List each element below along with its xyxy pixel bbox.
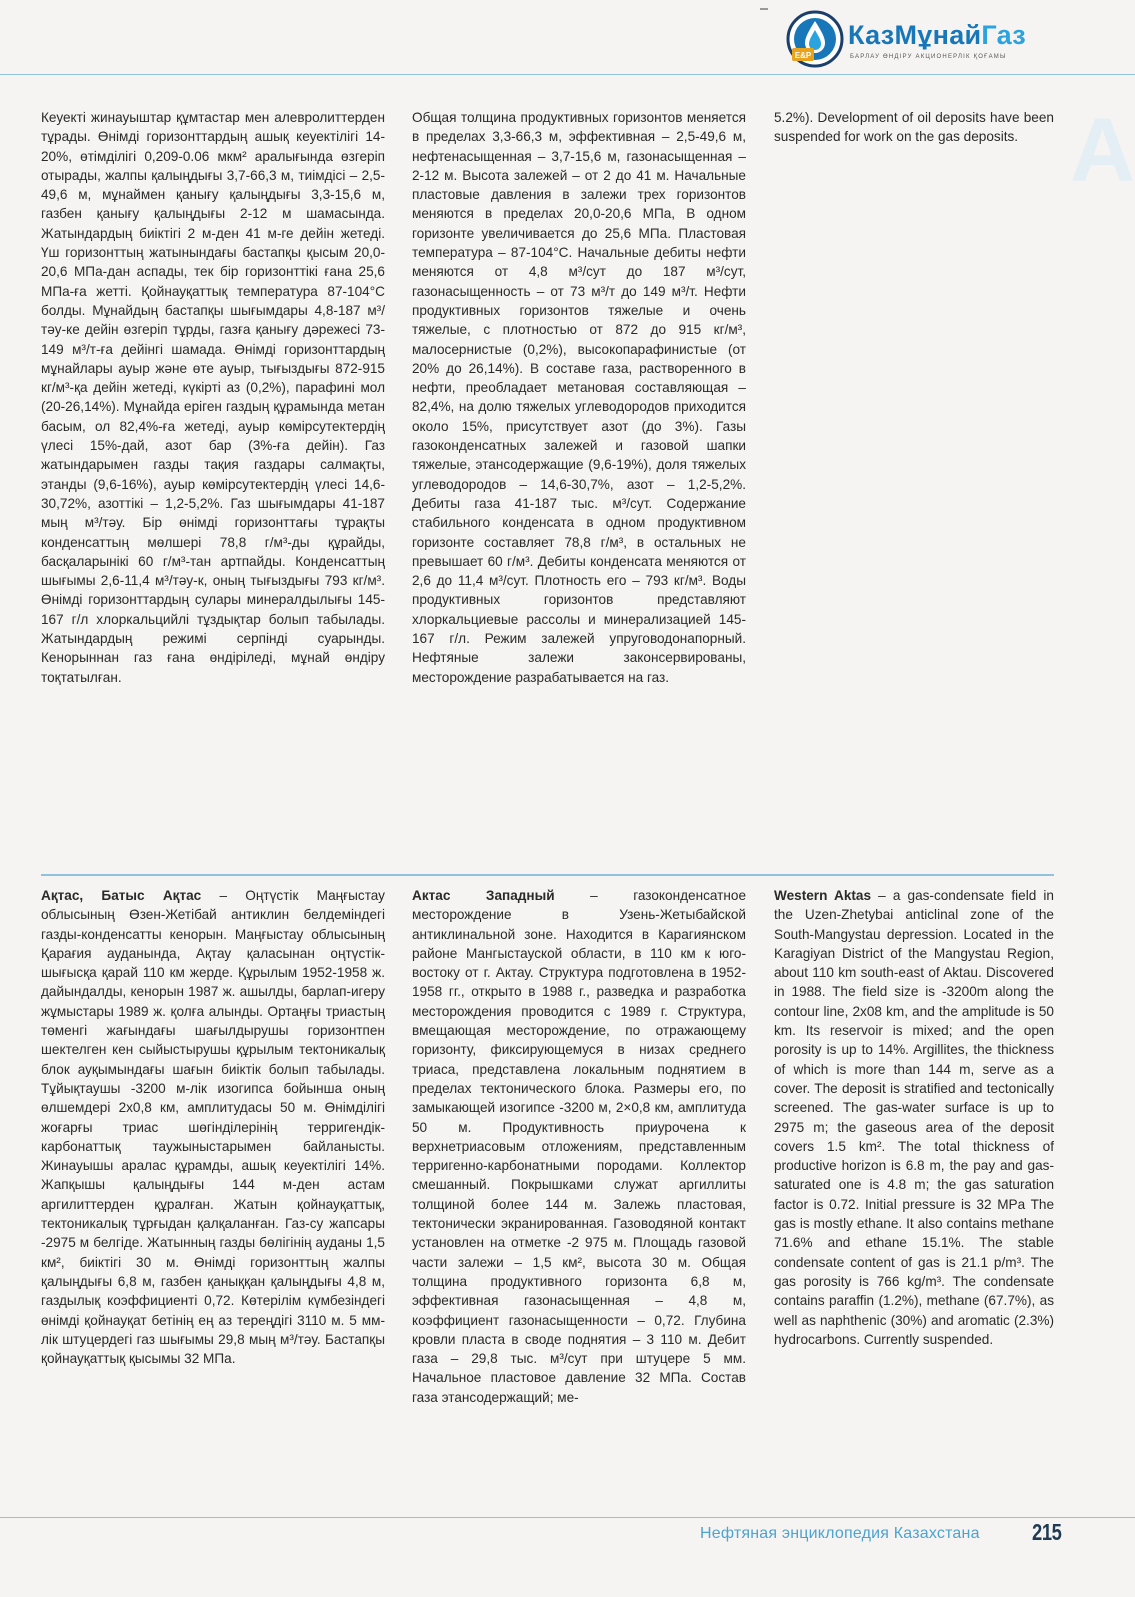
russian-text: Общая толщина продуктивных горизонтов меняется в пределах 3,3-66,3 м, эффективная – 2,5-49,6 м, нефтенасыщенная – 3,7-15,6 м, газонасыщенная – 2-12 м. Высота залежей – от 2 до 41 м. Начальные пластовые давления в залежи трех горизонтов меняются в пределах 20,0-20,6 МПа, В одном горизонте увеличивается до 25,6 МПа. Пластовая температура – 87-104°С. Начальные дебиты нефти меняются от 4,8 м³/сут до 187 м³/сут, газонасыщенность – от 73 м³/т до 149 м³/т. Нефти продуктивных горизонтов тяжелые и очень тяжелые, с плотностью от 872 до 915 кг/м³, малосернистые (0,2%), высокопарафинистые (от 20% до 26,14%). В составе газа, растворенного в нефти, преобладает метановая составляющая – 82,4%, на долю тяжелых углеводородов приходится около 15%, присутствует азот (до 3%). Газы газоконденсатных залежей и газовой шапки тяжелые, этансодержащие (9,6-19%), доля тяжелых углеводородов – 14,6-30,7%, азот – 1,2-5,2%. Дебиты газа 41-187 тыс. м³/сут. Содержание стабильного конденсата в одном продуктивном горизонте составляет 78,8 г/м³, в остальных не превышает 60 г/м³. Дебиты конденсата меняются от 2,6 до 11,4 м³/сут. Плотность его – 793 кг/м³. Воды продуктивных горизонтов представляют хлоркальциевые рассолы и минерализацией 145-167 г/л. Режим залежей упруговодонапорный. Нефтяные залежи законсервированы, месторождение разрабатывается на газ. [412, 110, 746, 685]
section-divider [41, 874, 1054, 876]
logo-text-main: КазМұнай [848, 20, 982, 50]
kazmunaigaz-logo [786, 10, 1066, 72]
english-entry [774, 886, 1054, 1349]
page-header [0, 0, 1135, 80]
aktas-kazakh-column [41, 886, 385, 1368]
kazakh-entry-text: – Оңтүстік Маңғыстау облысының Өзен-Жетібай антиклин белдеміндегі газды-конденсатты кенорын. Маңғыстау облысының Қарағия ауданында, Ақтау қаласынан оңтүстік-шығысқа қарай 110 км жерде. Құрылым 1952-1958 ж. дайындалды, кенорын 1987 ж. ашылды, барлап-игеру жұмыстары 1989 ж. қолға алынды. Ортаңғы триастың төменгі жағындағы шағылдырушы горизонтпен шектелген кен сыйыстырушы құрылым тектоникалық блок ауқымындағы шағын биіктік болып табылады. Тұйықтаушы -3200 м-лік изогипса бойынша оның өлшемдері 2х0,8 км, амплитудасы 50 м. Өнімділігі жоғарғы триас шөгінділерінің терригендік-карбонаттық таужыныстарымен байланысты. Жинауышы аралас құрамды, ашық кеуектілігі 14%. Жапқышы қалыңдығы 144 м-ден астам аргилиттерден құралған. Жатын қойнауқаттық, тектоникалық тұрғыдан қалқаланған. Газ-су жапсары -2975 м белгіде. Жатынның газды бөлігінің ауданы 1,5 км², биіктігі 30 м. Өнімді горизонттың жалпы қалыңдығы 6,8 м, газбен қаныққан қалыңдығы 4,8 м, газдылық коэффициенті 0,72. Көтерілім күмбезіндегі өнімді қойнауқат бетінің ең аз тереңдігі 3110 м. 5 мм-лік штуцердегі газ шығымы 29,8 мың м³/тәу. Бастапқы қойнауқаттық қысымы 32 МПа. [41, 888, 385, 1367]
english-entry-text: – a gas-condensate field in the Uzen-Zhetybai anticlinal zone of the South-Mangystau depression. Located in the Karagiyan District of the Mangystau Region, about 110 km south-east of Aktau. Discovered in 1988. The field size is -3200m along the contour line, 2x08 km, and the amplitude is 50 km. Its reservoir is mixed; and the open porosity is up to 14%. Argillites, the thickness of which is more than 144 m, serve as a cover. The deposit is stratified and tectonically screened. The gas-water surface is up to 2975 m; the gaseous area of the deposit covers 1.5 km². The total thickness of productive horizon is 6.8 m, the pay and gas-saturated one is 4.8 m; the gas saturation factor is 0.72. Initial pressure is 32 MPa The gas is mostly ethane. It also contains methane 71.6% and ethane 15.1%. The stable condensate content of gas is 21.1 p/m³. The gas porosity is 766 kg/m³. The condensate contains paraffin (1.2%), methane (67.7%), as well as naphthenic (30%) and aromatic (2.3%) hydrocarbons. Currently suspended. [774, 888, 1054, 1347]
russian-entry-term: Актас Западный [412, 888, 555, 903]
section-letter-watermark: A [1070, 101, 1135, 201]
logo-wordmark [848, 20, 1026, 50]
aktas-english-column [774, 886, 1054, 1349]
footer-title: Нефтяная энциклопедия Казахстана [700, 1525, 980, 1542]
kazakh-entry [41, 886, 385, 1368]
top-kazakh-column [41, 108, 385, 687]
russian-entry-text: – газоконденсатное месторождение в Узень-Жетыбайской антиклинальной зоне. Находится в Карагиянском районе Мангыстауской области, в 110 км к юго-востоку от г. Актау. Структура подготовлена в 1952-1958 гг., открыто в 1988 г., разведка и разработка месторождения проводится с 1989 г. Структура, вмещающая месторождение, по отражающему горизонту, фиксирующемуся в низах среднего триаса, представлена локальным поднятием в пределах тектонического блока. Размеры его, по замыкающей изогипсе -3200 м, 2×0,8 км, амплитуда 50 м. Продуктивность приурочена к верхнетриасовым отложениям, представленным терригенно-карбонатными породами. Коллектор смешанный. Покрышками служат аргиллиты толщиной более 144 м. Залежь пластовая, тектонически экранированная. Газоводяной контакт установлен на отметке -2 975 м. Площадь газовой части залежи – 1,5 км², высота 30 м. Общая толщина продуктивного горизонта 6,8 м, эффективная газонасыщенная – 4,8 м, коэффициент газонасыщенности – 0,72. Глубина кровли пласта в своде поднятия – 3 110 м. Дебит газа – 29,8 тыс. м³/сут при штуцере 5 мм. Начальное пластовое давление 32 МПа. Состав газа этансодержащий; ме- [412, 888, 747, 1405]
english-entry-term: Western Aktas [774, 888, 872, 903]
emblem-badge: E&P [794, 51, 812, 60]
aktas-russian-column [412, 886, 746, 1407]
kazakh-text: Кеуекті жинауыштар құмтастар мен алевролиттерден тұрады. Өнімді горизонттардың ашық кеуектілігі 14-20%, өтімділігі 0,209-0.06 мкм² аралығында өзгеріп отырады, жалпы қалыңдығы 3,7-66,3 м, тиімдісі – 2,5-49,6 м, мұнаймен қанығу қалыңдығы 3,3-15,6 м, газбен қанығу қалыңдығы 2-12 м шамасында. Жатындардың биіктігі 2 м-ден 41 м-ге дейін жетеді. Үш горизонттың жатынындағы бастапқы қысым 20,0-20,6 МПа-дан аспады, тек бір горизонттікі ғана 25,6 МПа-ға жетті. Қойнауқаттық температура 87-104°С болды. Мұнайдың бастапқы шығымдары 4,8-187 м³/тәу-ке дейін өзгеріп тұрды, газға қанығу дәрежесі 73-149 м³/т-ға дейінгі шамада. Өнімді горизонттардың мұнайлары ауыр және өте ауыр, тығыздығы 872-915 кг/м³-қа дейін жетеді, күкірті аз (0,2%), парафині мол (20-26,14%). Мұнайда еріген газдың құрамында метан басым, ол 82,4%-ға жетеді, ауыр көмірсутектердің үлесі 15%-дай, азот бар (3%-ға дейін). Газ жатындарымен газды тақия газдары салмақты, этанды (9,6-16%), ауыр көмірсутектердің үлесі 14,6-30,72%, азоттікі – 1,2-5,2%. Газ шығымдары 41-187 мың м³/тәу. Бір өнімді горизонттағы тұрақты конденсаттың мөлшері 78,8 г/м³-ды құрайды, басқаларынікі 60 г/м³-тан артпайды. Конденсаттың шығымы 2,6-11,4 м³/тәу-к, оның тығыздығы 793 кг/м³. Өнімді горизонттардың сулары минералдылығы 145-167 г/л хлоркальцийлі тұздықтар болып табылады. Жатындардың режимі серпінді суарынды. Кенорыннан газ ғана өндіріледі, мұнай өндіру тоқтатылған. [41, 110, 385, 685]
page-number: 215 [1032, 1519, 1062, 1545]
footer-rule [0, 1517, 1135, 1518]
russian-entry [412, 886, 746, 1407]
top-russian-column [412, 108, 746, 687]
logo-text-accent: Газ [981, 20, 1027, 50]
english-text: 5.2%). Development of oil deposits have been suspended for work on the gas deposits. [774, 110, 1054, 145]
drop-emblem-icon [786, 10, 844, 68]
top-english-column [774, 108, 1054, 147]
margin-mark [760, 8, 768, 10]
kazakh-entry-term: Ақтас, Батыс Ақтас [41, 888, 202, 903]
header-rule [0, 74, 1135, 75]
logo-subtitle: БАРЛАУ ӨНДІРУ АКЦИОНЕРЛІК ҚОҒАМЫ [850, 54, 1007, 60]
